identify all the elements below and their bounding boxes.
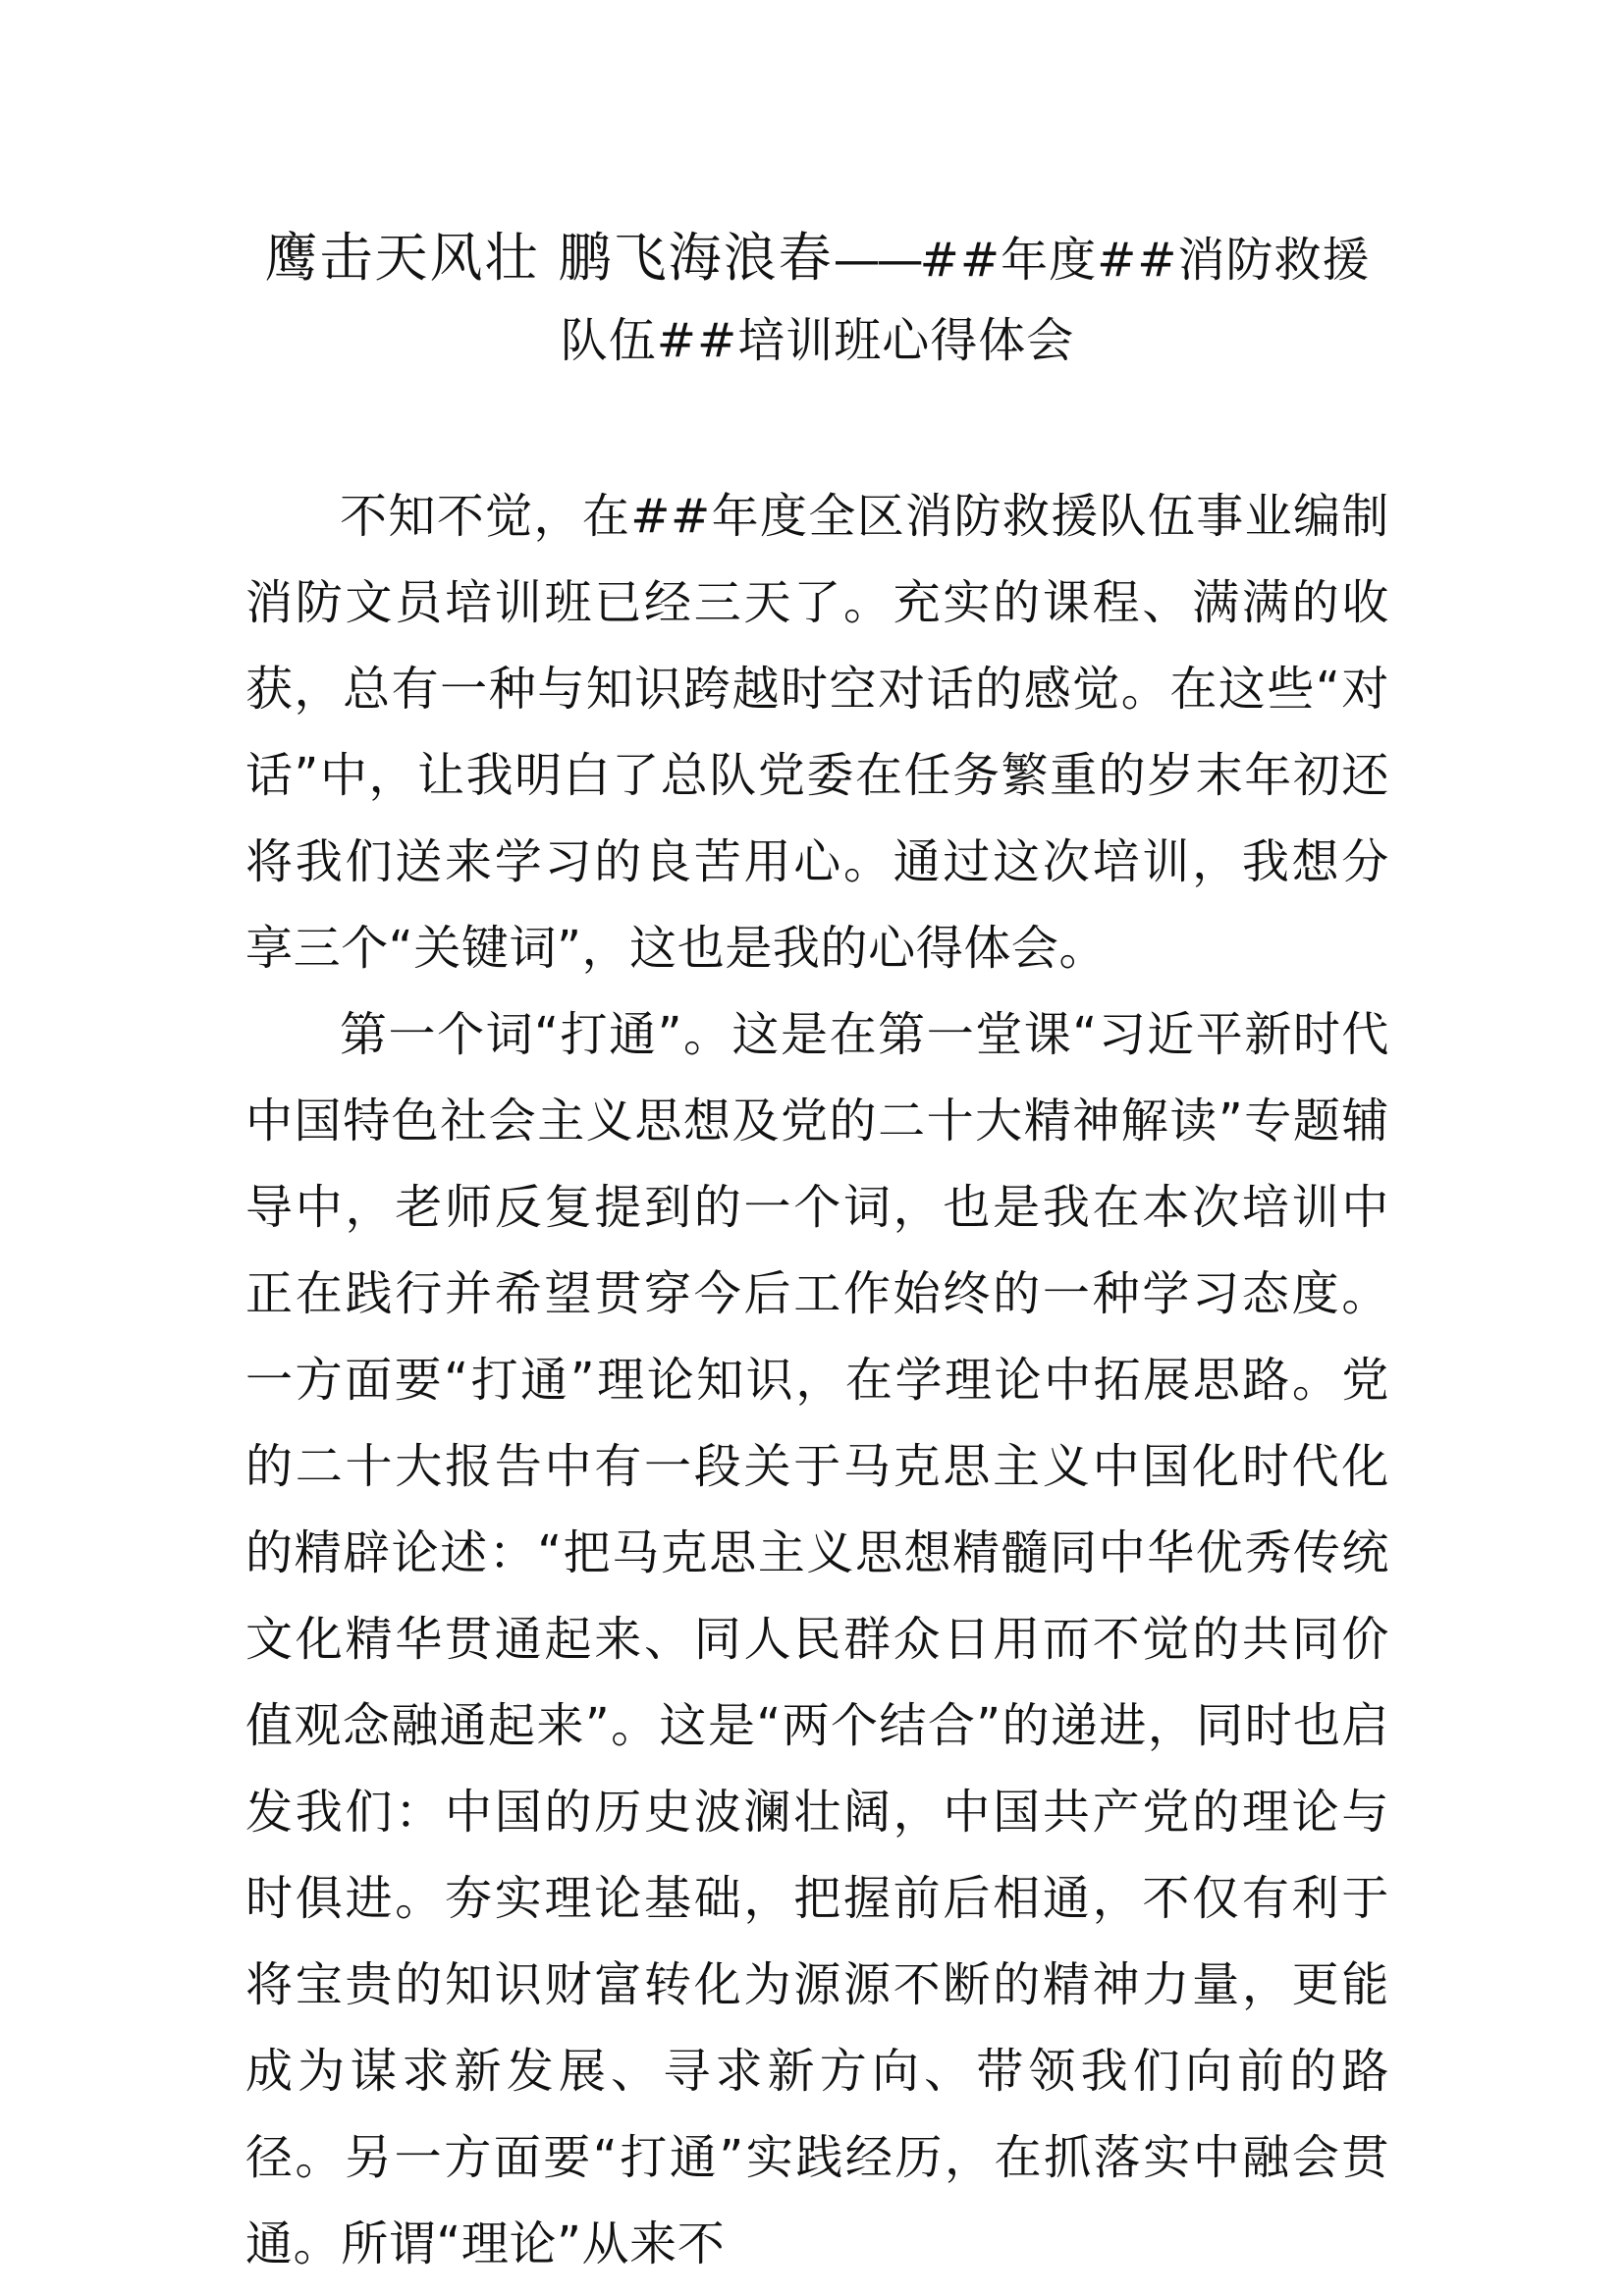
title-main: 鹰击天风壮 鹏飞海浪春	[264, 227, 834, 289]
paragraph-first-keyword: 第一个词“打通”。这是在第一堂课“习近平新时代中国特色社会主义思想及党的二十大精神解读”专题辅导中，老师反复提到的一个词，也是我在本次培训中正在践行并希望贯穿今后工作始终的一种学习态度。一方面要“打通”理论知识，在学理论中拓展思路。党的二十大报告中有一段关于马克思主义中国化时代化的精辟论述：“把马克思主义思想精髓同中华优秀传统文化精华贯通起来、同人民群众日用而不觉的共同价值观念融通起来”。这是“两个结合”的递进，同时也启发我们：中国的历史波澜壮阔，中国共产党的理论与时俱进。夯实理论基础，把握前后相通，不仅有利于将宝贵的知识财富转化为源源不断的精神力量，更能成为谋求新发展、寻求新方向、带领我们向前的路径。另一方面要“打通”实践经历，在抓落实中融会贯通。所谓“理论”从来不	[245, 1007, 1389, 2271]
title-subtitle: ##年度##消防救援队伍##培训班心得体会	[560, 233, 1371, 368]
paragraph-intro: 不知不觉，在##年度全区消防救援队伍事业编制消防文员培训班已经三天了。充实的课程、满满的收获，总有一种与知识跨越时空对话的感觉。在这些“对话”中，让我明白了总队党委在任务繁重的岁末年初还将我们送来学习的良苦用心。通过这次培训，我想分享三个“关键词”，这也是我的心得体会。	[245, 489, 1389, 976]
document-title	[245, 218, 1389, 381]
body-text	[245, 473, 1389, 2287]
title-dash: ——	[833, 233, 920, 288]
